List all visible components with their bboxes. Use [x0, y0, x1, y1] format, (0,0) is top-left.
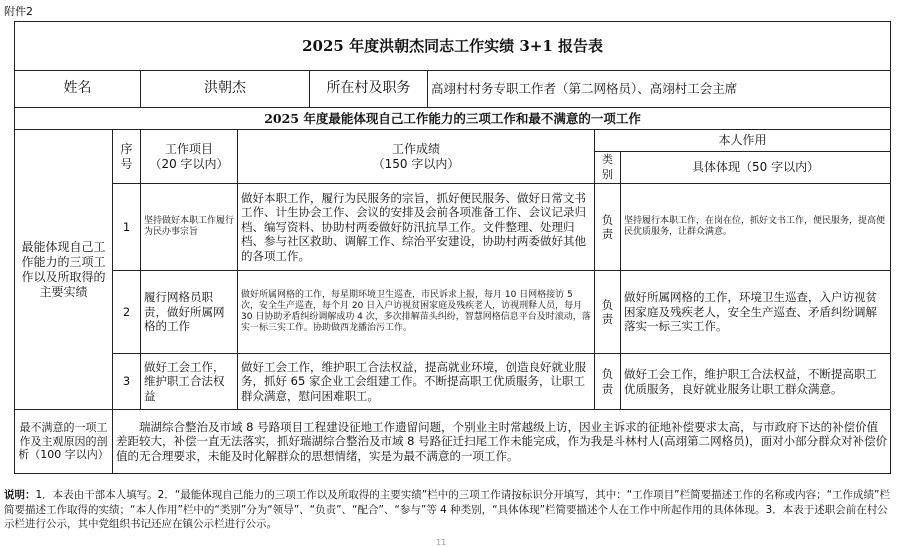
row-seq: 3: [113, 354, 141, 410]
section-title: 2025 年度最能体现自己工作能力的三项工作和最不满意的一项工作: [15, 108, 891, 130]
row-result: 做好工会工作，维护职工合法权益，提高就业环境，创造良好就业服务，抓好 65 家企业工会组建工作。不断提高职工优质服务，让职工群众满意，慰问困难职工。: [238, 354, 595, 410]
row-detail: 坚持履行本职工作，在岗在位，抓好文书工作，便民服务，提高便民优质服务，让群众满意。: [621, 184, 891, 271]
footnote: [4, 488, 892, 532]
project-header-limit: （20 字以内）: [149, 156, 229, 171]
footnote-text: 1．本表由干部本人填写。2．“最能体现自己能力的三项工作以及所取得的主要实绩”栏中的三项工作请按标识分开填写，其中：“工作项目”栏简要描述工作的名称或内容；“工作成绩”栏简要描述工作取得的实绩；“本人作用”栏中的“类别”分为“领导”、“负责”、“配合”、“参与”等 4 种类别，“具体体现”栏简要描述个人在工作中所起作用的具体体现。3．本表于述职会前在村公示栏进行公示，其中党组织书记还应在镇公示栏进行公示。: [4, 489, 890, 531]
row-result: 做好本职工作，履行为民服务的宗旨，抓好便民服务、做好日常文书工作、计生协会工作、会议的安排及会前各项准备工作、会议记录归档、编写资料、协助村两委做好防汛抗旱工作。文件整理、处理归档、参与社区救助、调解工作、综治平安建设，协助村两委做好其他的各项工作。: [238, 184, 595, 271]
row-category: 负责: [595, 184, 621, 271]
row-detail: 做好工会工作，维护职工合法权益，不断提高职工优质服务，良好就业服务让职工群众满意。: [621, 354, 891, 410]
name-value: 洪朝杰: [141, 71, 310, 108]
detail-header: 具体体现（50 字以内）: [621, 152, 891, 184]
row-project: 履行网格员职责，做好所属网格的工作: [141, 271, 238, 354]
unsatisfied-label: 最不满意的一项工作及主观原因的剖析（100 字以内）: [15, 410, 113, 474]
seq-header: 序号: [113, 130, 141, 184]
report-title: 2025 年度洪朝杰同志工作实绩 3+1 报告表: [15, 22, 891, 71]
info-row: [15, 71, 891, 108]
page-number: 11: [436, 538, 447, 547]
report-table: [14, 21, 891, 474]
unsatisfied-row: [15, 410, 891, 474]
attachment-label: 附件2: [4, 5, 33, 18]
table-row: [15, 354, 891, 410]
three-works-label: 最能体现自己工作能力的三项工作以及所取得的主要实绩: [15, 130, 113, 410]
row-category: 负责: [595, 271, 621, 354]
location-label: 所在村及职务: [310, 71, 428, 108]
project-header: [141, 130, 238, 184]
row-detail: 做好所属网格的工作，环境卫生巡查，入户访视贫困家庭及残疾老人，安全生产巡查、矛盾纠纷调解落实一标三实工作。: [621, 271, 891, 354]
name-label: 姓名: [15, 71, 141, 108]
result-header-limit: （150 字以内）: [372, 156, 460, 171]
row-result: 做好所属网格的工作，每星期环境卫生巡查，市民诉求上报，每月 10 日网格接访 5 次，安全生产巡查，每个月 20 日入户访视贫困家庭及残疾老人，访视刑释人员，每月 30 日协助矛盾纠纷调解成功 4 次，多次排解苗头纠纷，智慧网格信息平台及时滚动，落实一标三实工作。协助做西龙播治污工作。: [238, 271, 595, 354]
location-value: 高翊村村务专职工作者（第二网格员）、高翊村工会主席: [428, 71, 891, 108]
row-category: 负责: [595, 354, 621, 410]
footnote-lead: 说明：: [4, 489, 36, 501]
project-header-title: 工作项目: [164, 141, 213, 156]
result-header: [238, 130, 595, 184]
result-header-title: 工作成绩: [391, 141, 440, 156]
table-row: [15, 184, 891, 271]
category-header: 类别: [595, 152, 621, 184]
row-project: 坚持做好本职工作履行为民办事宗旨: [141, 184, 238, 271]
row-seq: 2: [113, 271, 141, 354]
role-header: 本人作用: [595, 130, 891, 152]
table-row: [15, 271, 891, 354]
unsatisfied-text: 瑞湖综合整治及市域 8 号路项目工程建设征地工作遗留问题，个别业主时常越级上访，因业主诉求的征地补偿要求太高，与市政府下达的补偿价值差距较大，补偿一直无法落实，抓好瑞湖综合整治及市域 8 号路征迁扫尾工作未能完成，作为我是斗林村人(高翊第二网格员)，面对小部分群众对补偿价值的无合理要求，未能及时化解群众的思想情绪，实是为最不满意的一项工作。: [113, 410, 891, 474]
row-seq: 1: [113, 184, 141, 271]
row-project: 做好工会工作，维护职工合法权益: [141, 354, 238, 410]
